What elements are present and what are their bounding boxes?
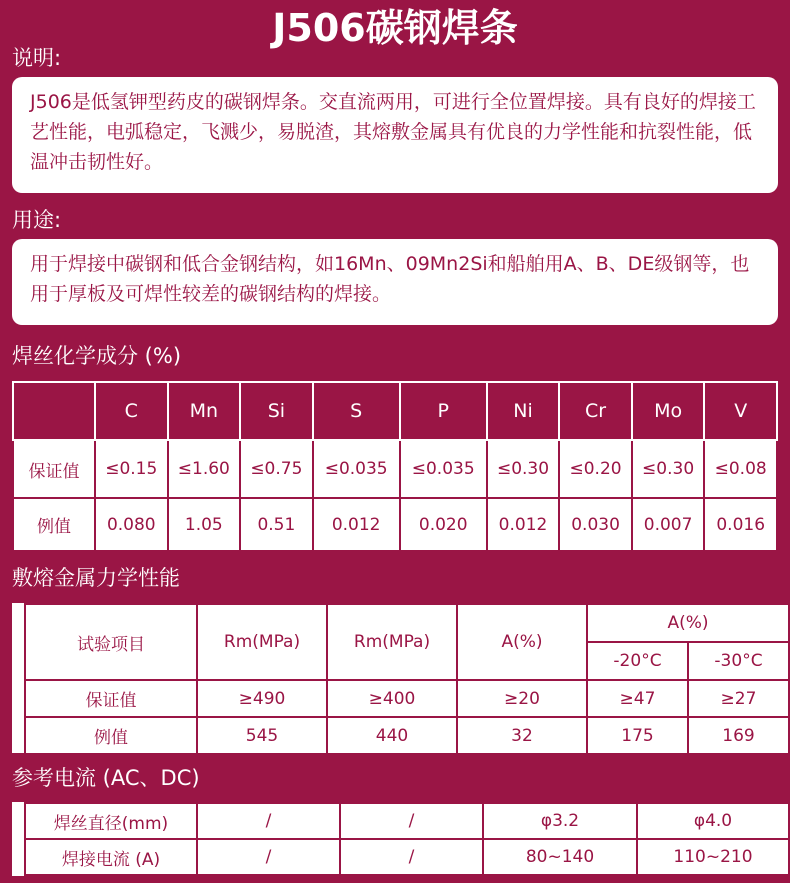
current-cell: φ3.2 [483, 803, 637, 839]
chem-cell: 1.05 [168, 498, 241, 551]
chem-row-label: 例值 [13, 498, 95, 551]
chem-cell: ≤1.60 [168, 440, 241, 498]
mech-cell: ≥20 [457, 680, 587, 717]
current-cell: / [197, 839, 340, 875]
mech-cell: 169 [688, 717, 789, 754]
chem-col: Ni [487, 382, 560, 440]
mech-cell: ≥400 [327, 680, 457, 717]
mech-item-label: 试验项目 [25, 604, 197, 680]
chem-col: Cr [559, 382, 632, 440]
chem-heading: 焊丝化学成分 (%) [12, 344, 182, 368]
chem-cell: ≤0.20 [559, 440, 632, 498]
mech-cell: ≥490 [197, 680, 327, 717]
chem-cell: ≤0.30 [487, 440, 560, 498]
usage-card [12, 239, 778, 325]
mech-cell: 440 [327, 717, 457, 754]
current-row-label: 焊接电流 (A) [25, 839, 197, 875]
chem-cell: 0.016 [704, 498, 777, 551]
mech-cell: 545 [197, 717, 327, 754]
mech-col: A(%) [587, 604, 789, 642]
chem-cell: ≤0.035 [313, 440, 400, 498]
usage-text: 用于焊接中碳钢和低合金钢结构，如16Mn、09Mn2Si和船舶用A、B、DE级钢等，也用于厚板及可焊性较差的碳钢结构的焊接。 [30, 253, 750, 305]
description-text: J506是低氢钾型药皮的碳钢焊条。交直流两用，可进行全位置焊接。具有良好的焊接工艺性能，电弧稳定，飞溅少，易脱渣，其熔敷金属具有优良的力学性能和抗裂性能，低温冲击韧性好。 [30, 91, 756, 173]
mech-cell: ≥27 [688, 680, 789, 717]
mech-row-label: 例值 [25, 717, 197, 754]
chem-col: Mo [632, 382, 705, 440]
description-card [12, 77, 778, 193]
current-cell: / [340, 803, 483, 839]
chem-col: C [95, 382, 168, 440]
current-table [12, 802, 778, 876]
chem-cell: 0.020 [400, 498, 487, 551]
chem-corner [13, 382, 95, 440]
mech-cell: 175 [587, 717, 688, 754]
chem-col: V [704, 382, 777, 440]
current-cell: / [197, 803, 340, 839]
mech-cell: 32 [457, 717, 587, 754]
chem-cell: ≤0.75 [240, 440, 313, 498]
chem-cell: 0.51 [240, 498, 313, 551]
chem-col: S [313, 382, 400, 440]
chem-cell: 0.030 [559, 498, 632, 551]
current-cell: φ4.0 [637, 803, 789, 839]
chem-col: Mn [168, 382, 241, 440]
mech-row-label: 保证值 [25, 680, 197, 717]
mech-col: Rm(MPa) [197, 604, 327, 680]
current-cell: 110~210 [637, 839, 789, 875]
current-row-label: 焊丝直径(mm) [25, 803, 197, 839]
mech-table [12, 603, 778, 753]
chem-row-label: 保证值 [13, 440, 95, 498]
mech-cell: ≥47 [587, 680, 688, 717]
chem-table [12, 381, 778, 550]
mech-col: A(%) [457, 604, 587, 680]
usage-heading: 用途: [12, 208, 62, 232]
chem-col: P [400, 382, 487, 440]
chem-cell: ≤0.30 [632, 440, 705, 498]
chem-cell: 0.012 [487, 498, 560, 551]
chem-cell: ≤0.08 [704, 440, 777, 498]
mech-col: Rm(MPa) [327, 604, 457, 680]
description-heading: 说明: [12, 46, 62, 70]
chem-cell: 0.012 [313, 498, 400, 551]
mech-heading: 敷熔金属力学性能 [12, 566, 180, 590]
chem-cell: ≤0.15 [95, 440, 168, 498]
current-cell: / [340, 839, 483, 875]
current-cell: 80~140 [483, 839, 637, 875]
chem-cell: ≤0.035 [400, 440, 487, 498]
current-heading: 参考电流 (AC、DC) [12, 766, 200, 790]
chem-cell: 0.007 [632, 498, 705, 551]
page-title: J506碳钢焊条 [272, 6, 518, 50]
chem-col: Si [240, 382, 313, 440]
mech-sub-col: -20°C [587, 642, 688, 680]
mech-sub-col: -30°C [688, 642, 789, 680]
chem-cell: 0.080 [95, 498, 168, 551]
